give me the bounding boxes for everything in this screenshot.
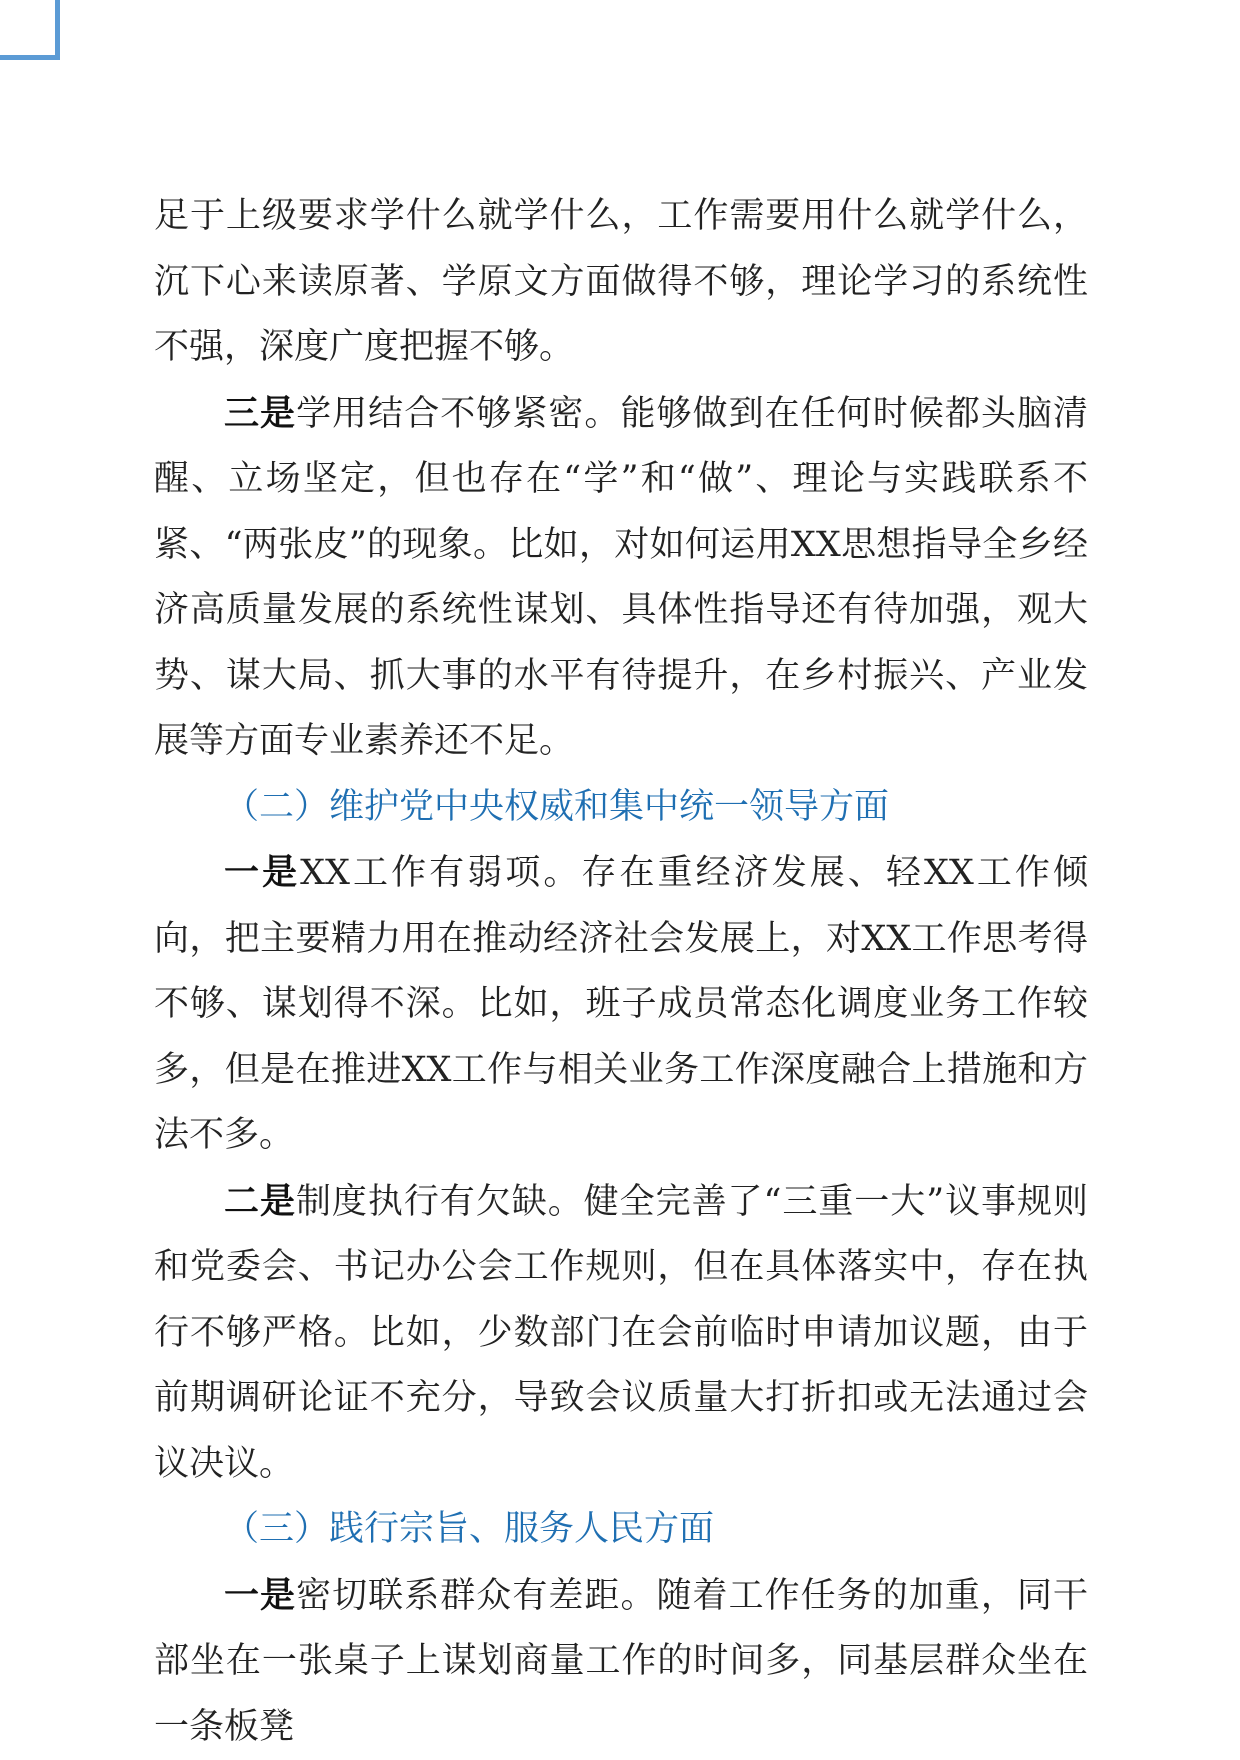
document-body (154, 184, 1088, 1760)
paragraph-lead: 三是 (224, 393, 296, 434)
paragraph-point-one-section-3 (154, 1563, 1088, 1760)
paragraph-text: 足于上级要求学什么就学什么，工作需要用什么就学什么，沉下心来读原著、学原文方面做得不够，理论学习的系统性不强，深度广度把握不够。 (154, 196, 1088, 367)
paragraph-point-one (154, 840, 1088, 1169)
paragraph-lead: 一是 (224, 1575, 296, 1616)
paragraph-point-two (154, 1169, 1088, 1498)
paragraph-text: 制度执行有欠缺。健全完善了“三重一大”议事规则和党委会、书记办公会工作规则，但在具体落实中，存在执行不够严格。比如，少数部门在会前临时申请加议题，由于前期调研论证不充分，导致会议质量大打折扣或无法通过会议决议。 (154, 1182, 1088, 1484)
paragraph-point-three (154, 381, 1088, 775)
paragraph-text: 密切联系群众有差距。随着工作任务的加重，同干部坐在一张桌子上谋划商量工作的时间多，同基层群众坐在一条板凳 (154, 1576, 1088, 1747)
page-corner-mark (0, 0, 60, 60)
section-heading-3: （三）践行宗旨、服务人民方面 (154, 1497, 1088, 1563)
paragraph-text: 学用结合不够紧密。能够做到在任何时候都头脑清醒、立场坚定，但也存在“学”和“做”、理论与实践联系不紧、“两张皮”的现象。比如，对如何运用XX思想指导全乡经济高质量发展的系统性谋划、具体性指导还有待加强，观大势、谋大局、抓大事的水平有待提升，在乡村振兴、产业发展等方面专业素养还不足。 (154, 394, 1088, 762)
paragraph-lead: 二是 (224, 1181, 296, 1222)
paragraph-lead: 一是 (224, 852, 300, 893)
paragraph-text: XX工作有弱项。存在重经济发展、轻XX工作倾向，把主要精力用在推动经济社会发展上，对XX工作思考得不够、谋划得不深。比如，班子成员常态化调度业务工作较多，但是在推进XX工作与相关业务工作深度融合上措施和方法不多。 (154, 853, 1088, 1155)
section-heading-2: （二）维护党中央权威和集中统一领导方面 (154, 775, 1088, 841)
paragraph-continued (154, 184, 1088, 381)
